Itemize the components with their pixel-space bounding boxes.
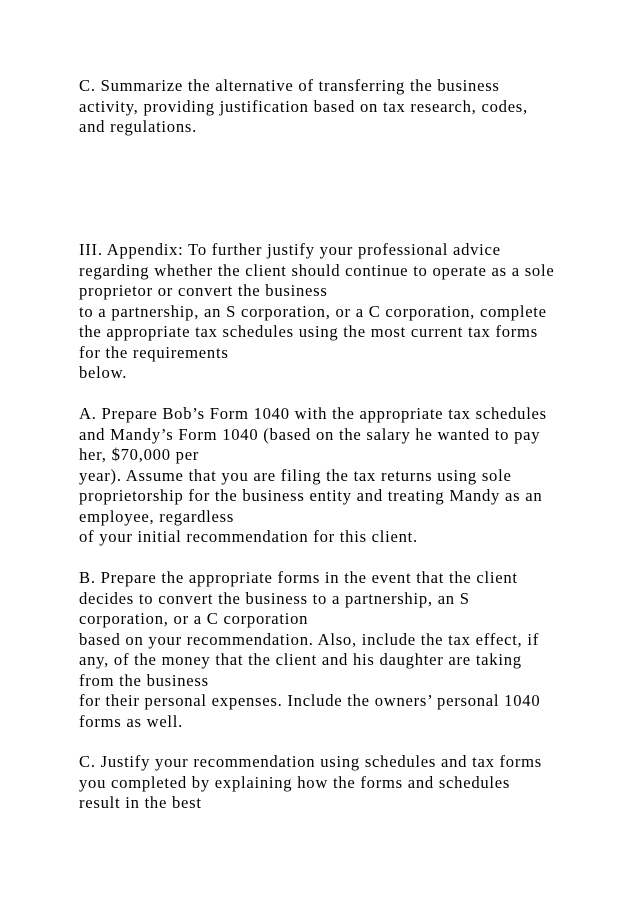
text-line: any, of the money that the client and his daughter are taking: [79, 650, 522, 669]
text-line: C. Summarize the alternative of transferring the business: [79, 76, 500, 95]
text-line: to a partnership, an S corporation, or a C corporation, complete: [79, 301, 547, 321]
text-line: corporation, or a C corporation: [79, 609, 309, 628]
text-line: A. Prepare Bob’s Form 1040 with the appropriate tax schedules: [79, 404, 547, 423]
text-line: below.: [79, 363, 128, 382]
text-line: decides to convert the business to a partnership, an S: [79, 588, 470, 608]
text-line: you completed by explaining how the forms and schedules: [79, 772, 511, 792]
text-line: her, $70,000 per: [79, 445, 200, 464]
paragraph-appendix: [79, 240, 554, 384]
text-line: and regulations.: [79, 117, 197, 136]
text-line: activity, providing justification based on tax research, codes,: [79, 96, 528, 116]
text-line: for their personal expenses. Include the owners’ personal 1040: [79, 691, 541, 710]
paragraph-c-justify: [79, 752, 542, 814]
text-line: the appropriate tax schedules using the most current tax forms: [79, 322, 538, 341]
text-line: proprietorship for the business entity and treating Mandy as an: [79, 486, 543, 505]
paragraph-a-prepare: [79, 404, 547, 548]
text-line: forms as well.: [79, 711, 184, 731]
text-line: regarding whether the client should continue to operate as a sole: [79, 260, 555, 280]
text-line: B. Prepare the appropriate forms in the event that the client: [79, 568, 518, 587]
text-line: and Mandy’s Form 1040 (based on the salary he wanted to pay: [79, 424, 541, 444]
text-line: C. Justify your recommendation using schedules and tax forms: [79, 752, 542, 771]
text-line: year). Assume that you are filing the tax returns using sole: [79, 465, 512, 485]
text-line: for the requirements: [79, 342, 229, 362]
text-line: III. Appendix: To further justify your professional advice: [79, 240, 501, 259]
paragraph-b-prepare: [79, 568, 540, 732]
paragraph-c-summarize: [79, 76, 528, 138]
text-line: employee, regardless: [79, 506, 235, 526]
text-line: result in the best: [79, 793, 202, 812]
text-line: based on your recommendation. Also, include the tax effect, if: [79, 629, 539, 649]
text-line: proprietor or convert the business: [79, 281, 328, 300]
text-line: from the business: [79, 670, 209, 690]
text-line: of your initial recommendation for this client.: [79, 527, 418, 546]
